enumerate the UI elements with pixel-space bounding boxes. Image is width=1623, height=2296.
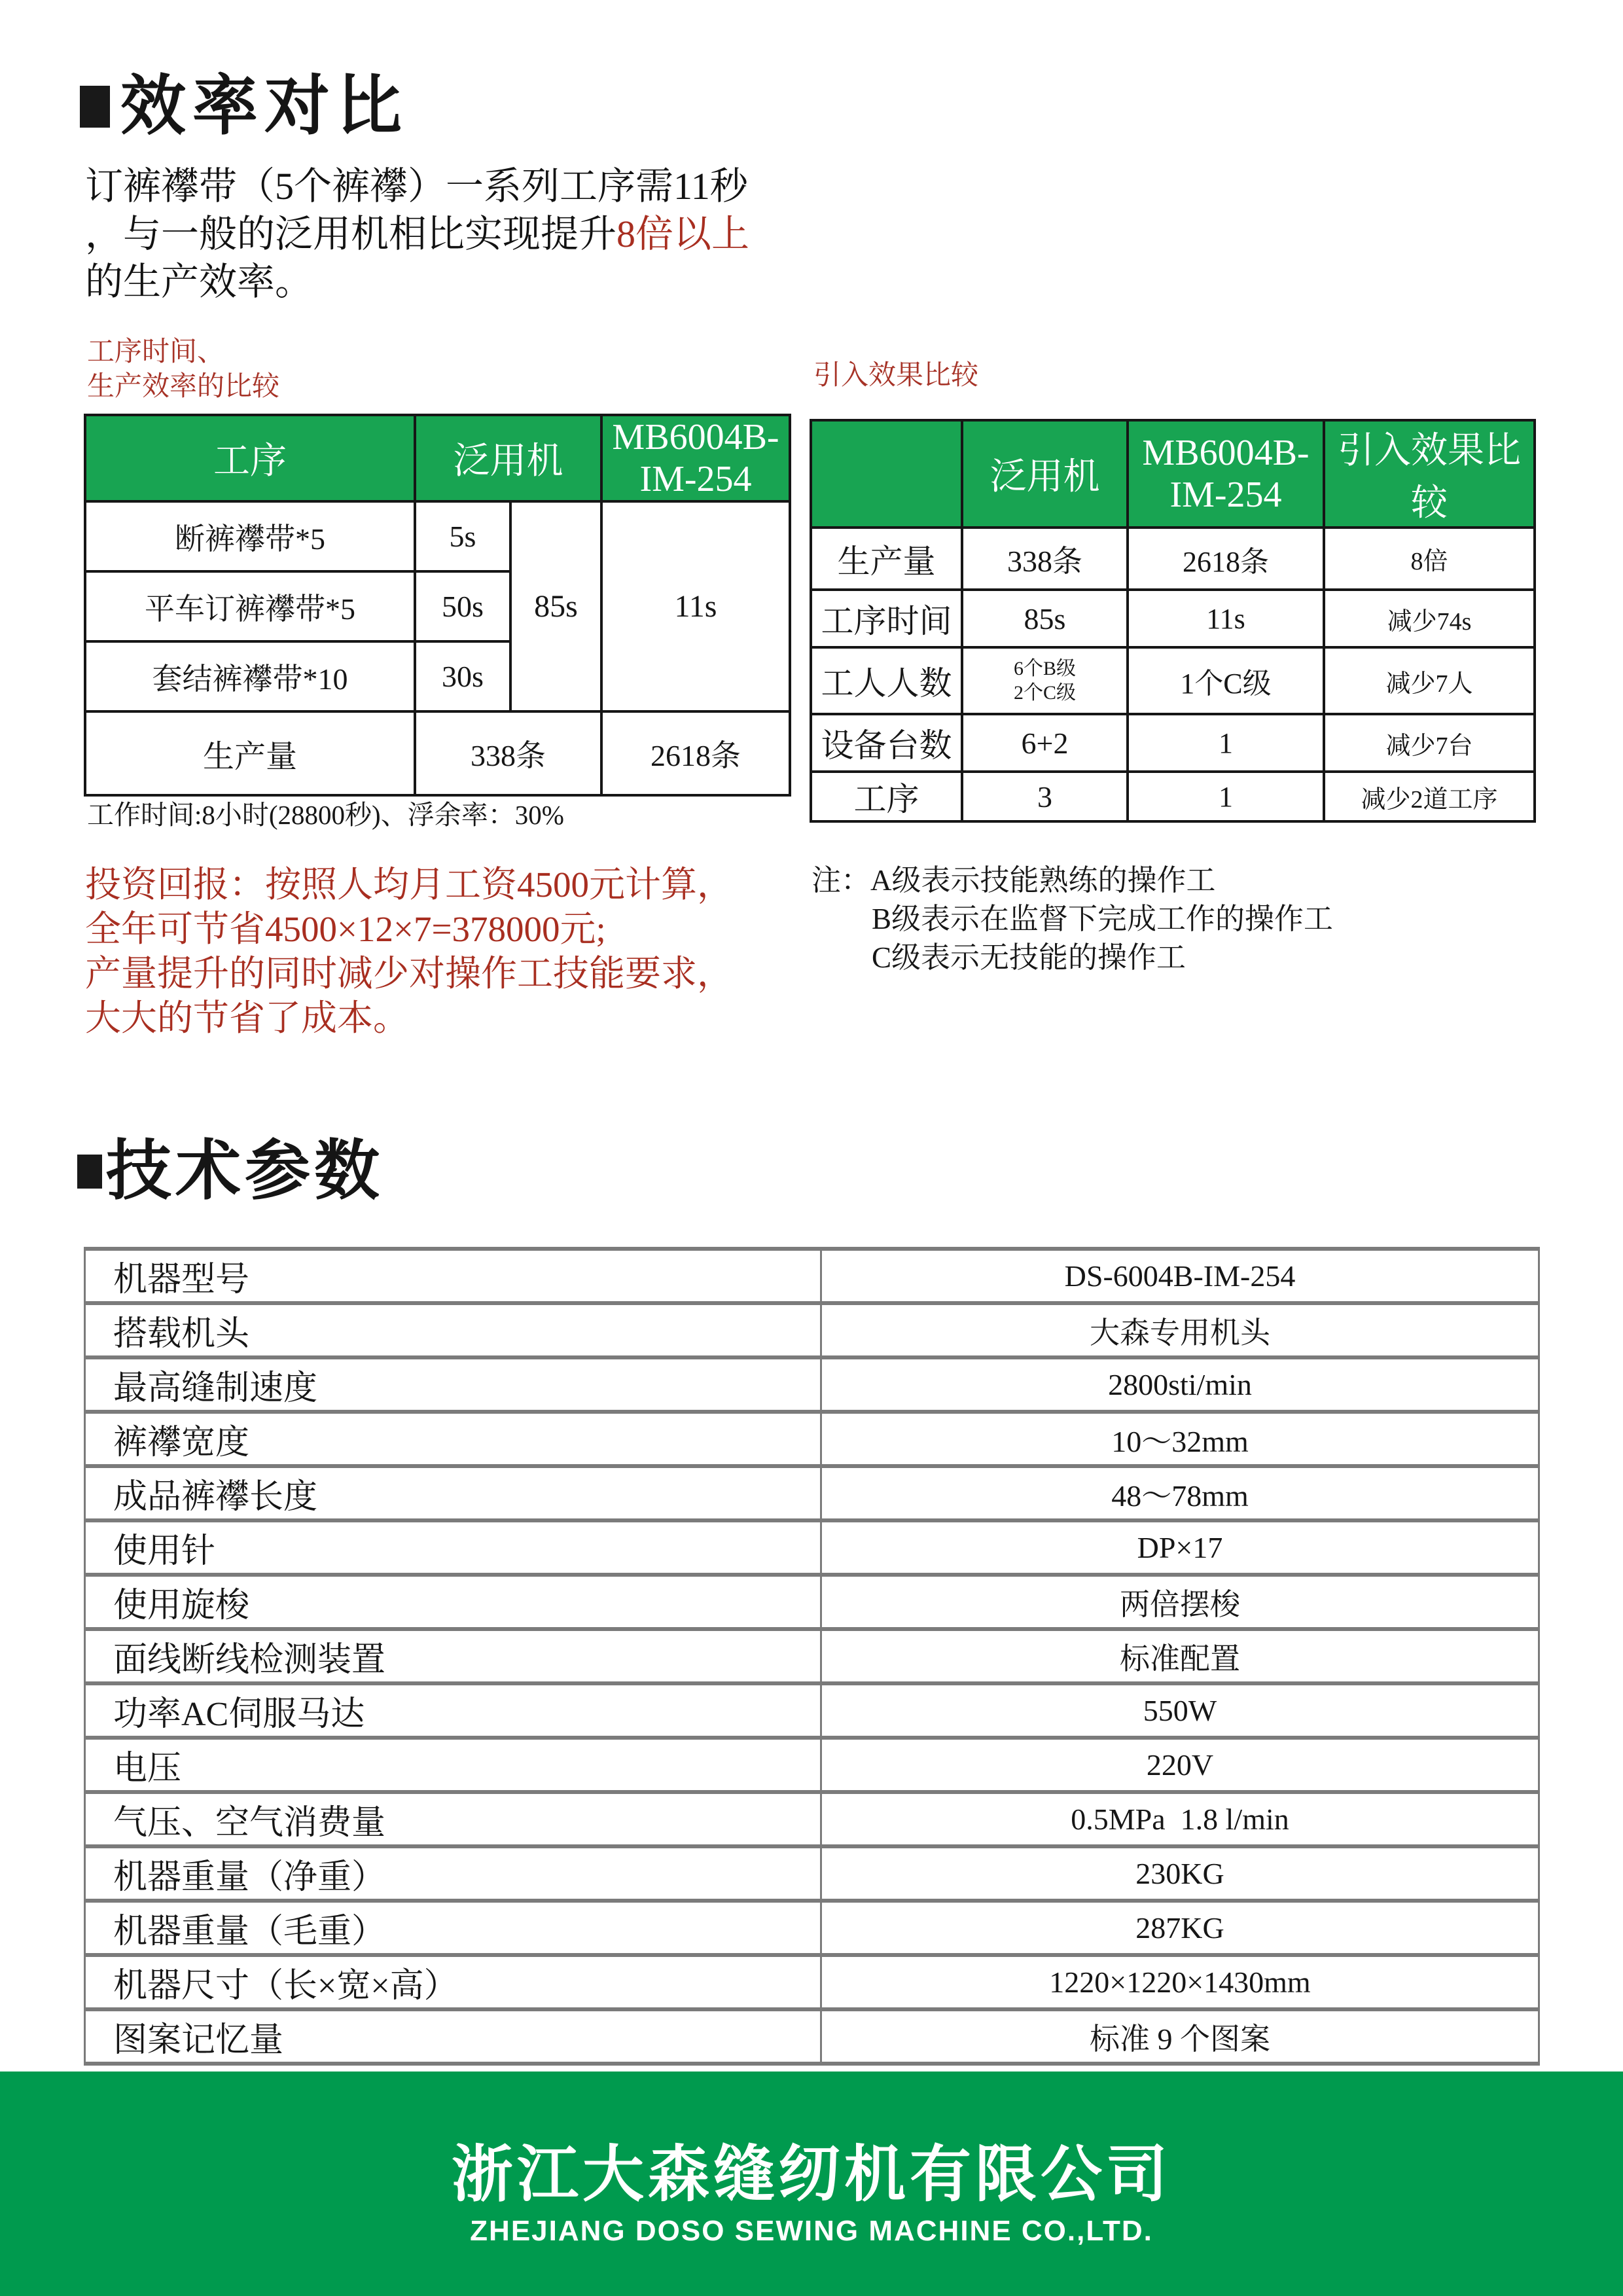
table-row (85, 1466, 1539, 1520)
process-output-model: 2618条 (601, 711, 790, 795)
table-row (85, 1303, 1539, 1357)
effect-table-caption: 引入效果比较 (813, 361, 979, 391)
section-title-specs-text: 技术参数 (106, 1135, 383, 1208)
process-header-process: 工序 (85, 415, 415, 501)
table-row (85, 1738, 1539, 1792)
effect-model-value: 11s (1128, 590, 1324, 647)
section-title-efficiency-text: 效率对比 (120, 70, 408, 143)
table-row (811, 590, 1535, 647)
square-bullet-icon (80, 86, 110, 128)
spec-value: 标准配置 (821, 1629, 1539, 1683)
spec-value: 10～32mm (821, 1412, 1539, 1466)
spec-label: 成品裤襻长度 (85, 1466, 821, 1520)
table-row (85, 1629, 1539, 1683)
roi-line: 全年可节省4500×12×7=378000元; (85, 909, 606, 949)
effect-model-value: 1个C级 (1128, 647, 1324, 714)
intro-line-text: ，与一般的泛用机相比实现提升 (85, 213, 617, 255)
grade-note-line: 注：A级表示技能熟练的操作工 (812, 864, 1216, 897)
table-row (85, 2009, 1539, 2064)
intro-line: 的生产效率。 (85, 260, 313, 303)
spec-label: 最高缝制速度 (85, 1357, 821, 1412)
effect-header-model: MB6004B-IM-254 (1128, 420, 1324, 528)
effect-result-value: 8倍 (1324, 528, 1535, 590)
effect-generic-value (962, 647, 1128, 714)
effect-table (810, 419, 1536, 823)
table-row (85, 1520, 1539, 1575)
table-row (85, 1575, 1539, 1629)
spec-value: DP×17 (821, 1520, 1539, 1575)
effect-generic-value: 3 (962, 772, 1128, 821)
spec-label: 面线断线检测装置 (85, 1629, 821, 1683)
spec-label: 搭载机头 (85, 1303, 821, 1357)
effect-result-value: 减少2道工序 (1324, 772, 1535, 821)
spec-label: 使用旋梭 (85, 1575, 821, 1629)
table-row (85, 1792, 1539, 1846)
spec-value: 220V (821, 1738, 1539, 1792)
roi-line: 大大的节省了成本。 (85, 998, 410, 1038)
spec-label: 功率AC伺服马达 (85, 1683, 821, 1738)
effect-model-value: 2618条 (1128, 528, 1324, 590)
grade-note-line: C级表示无技能的操作工 (872, 941, 1186, 974)
table-row (85, 501, 790, 571)
process-table-caption-line: 工序时间、 (87, 337, 225, 367)
process-header-model: MB6004B-IM-254 (601, 415, 790, 501)
effect-model-value: 1 (1128, 714, 1324, 772)
spec-label: 图案记忆量 (85, 2009, 821, 2064)
process-row-time: 5s (415, 501, 510, 571)
process-row-time: 50s (415, 571, 510, 641)
table-row (811, 772, 1535, 821)
table-row (811, 647, 1535, 714)
spec-table (84, 1247, 1540, 2066)
spec-value: 287KG (821, 1901, 1539, 1955)
spec-value: 两倍摆梭 (821, 1575, 1539, 1629)
effect-generic-value: 338条 (962, 528, 1128, 590)
spec-value: 1220×1220×1430mm (821, 1955, 1539, 2009)
effect-row-label: 生产量 (811, 528, 962, 590)
effect-generic-value-line: 2个C级 (1013, 682, 1076, 704)
spec-label: 机器尺寸（长×宽×高） (85, 1955, 821, 2009)
spec-label: 机器型号 (85, 1249, 821, 1303)
process-row-label: 平车订裤襻带*5 (85, 571, 415, 641)
table-row (85, 1683, 1539, 1738)
effect-result-value: 减少74s (1324, 590, 1535, 647)
effect-header-empty (811, 420, 962, 528)
effect-generic-value: 6+2 (962, 714, 1128, 772)
table-row (85, 711, 790, 795)
intro-highlight: 8倍以上 (616, 213, 750, 255)
spec-value: 2800sti/min (821, 1357, 1539, 1412)
process-output-label: 生产量 (85, 711, 415, 795)
spec-value: 48～78mm (821, 1466, 1539, 1520)
table-row (811, 714, 1535, 772)
effect-result-value: 减少7人 (1324, 647, 1535, 714)
spec-label: 裤襻宽度 (85, 1412, 821, 1466)
intro-line: 订裤襻带（5个裤襻）一系列工序需11秒 (85, 165, 748, 207)
grade-note (812, 861, 1333, 977)
table-row (85, 1901, 1539, 1955)
process-row-time: 30s (415, 641, 510, 711)
company-name-cn: 浙江大森缝纫机有限公司 (451, 2140, 1171, 2208)
section-title-specs (77, 1136, 383, 1208)
effect-result-value: 减少7台 (1324, 714, 1535, 772)
spec-label: 机器重量（毛重） (85, 1901, 821, 1955)
effect-header-generic: 泛用机 (962, 420, 1128, 528)
effect-header-effect: 引入效果比较 (1324, 420, 1535, 528)
effect-model-value: 1 (1128, 772, 1324, 821)
process-row-label: 套结裤襻带*10 (85, 641, 415, 711)
roi-paragraph (85, 863, 733, 1041)
spec-label: 机器重量（净重） (85, 1846, 821, 1901)
process-output-generic: 338条 (415, 711, 601, 795)
process-table-caption (87, 335, 279, 404)
spec-value: 0.5MPa 1.8 l/min (821, 1792, 1539, 1846)
spec-label: 使用针 (85, 1520, 821, 1575)
effect-row-label: 工序时间 (811, 590, 962, 647)
roi-line: 产量提升的同时减少对操作工技能要求， (85, 954, 734, 994)
spec-label: 气压、空气消费量 (85, 1792, 821, 1846)
effect-row-label: 工序 (811, 772, 962, 821)
square-bullet-icon (77, 1155, 102, 1189)
grade-note-line: B级表示在监督下完成工作的操作工 (872, 903, 1334, 935)
table-row (85, 1249, 1539, 1303)
table-row (811, 528, 1535, 590)
intro-paragraph (85, 162, 749, 306)
roi-line: 投资回报：按照人均月工资4500元计算， (85, 865, 734, 905)
intro-line (85, 210, 749, 258)
process-table-caption-line: 生产效率的比较 (87, 372, 280, 402)
effect-generic-value-line: 6个B级 (1013, 658, 1076, 679)
footer (0, 2072, 1623, 2296)
process-table (84, 414, 791, 797)
spec-value: 大森专用机头 (821, 1303, 1539, 1357)
process-row-label: 断裤襻带*5 (85, 501, 415, 571)
process-header-generic: 泛用机 (415, 415, 601, 501)
table-row (85, 1955, 1539, 2009)
effect-row-label: 工人人数 (811, 647, 962, 714)
spec-value: 标准 9 个图案 (821, 2009, 1539, 2064)
table-row (85, 1357, 1539, 1412)
effect-generic-value: 85s (962, 590, 1128, 647)
effect-row-label: 设备台数 (811, 714, 962, 772)
table-row (85, 1846, 1539, 1901)
spec-value: 550W (821, 1683, 1539, 1738)
company-name-en: ZHEJIANG DOSO SEWING MACHINE CO.,LTD. (470, 2214, 1153, 2247)
spec-label: 电压 (85, 1738, 821, 1792)
worktime-note: 工作时间:8小时(28800秒)、浮余率：30% (87, 800, 564, 830)
spec-value: DS-6004B-IM-254 (821, 1249, 1539, 1303)
table-row (85, 1412, 1539, 1466)
process-generic-total: 85s (510, 501, 601, 711)
process-model-total: 11s (601, 501, 790, 711)
spec-value: 230KG (821, 1846, 1539, 1901)
section-title-efficiency (80, 71, 408, 143)
